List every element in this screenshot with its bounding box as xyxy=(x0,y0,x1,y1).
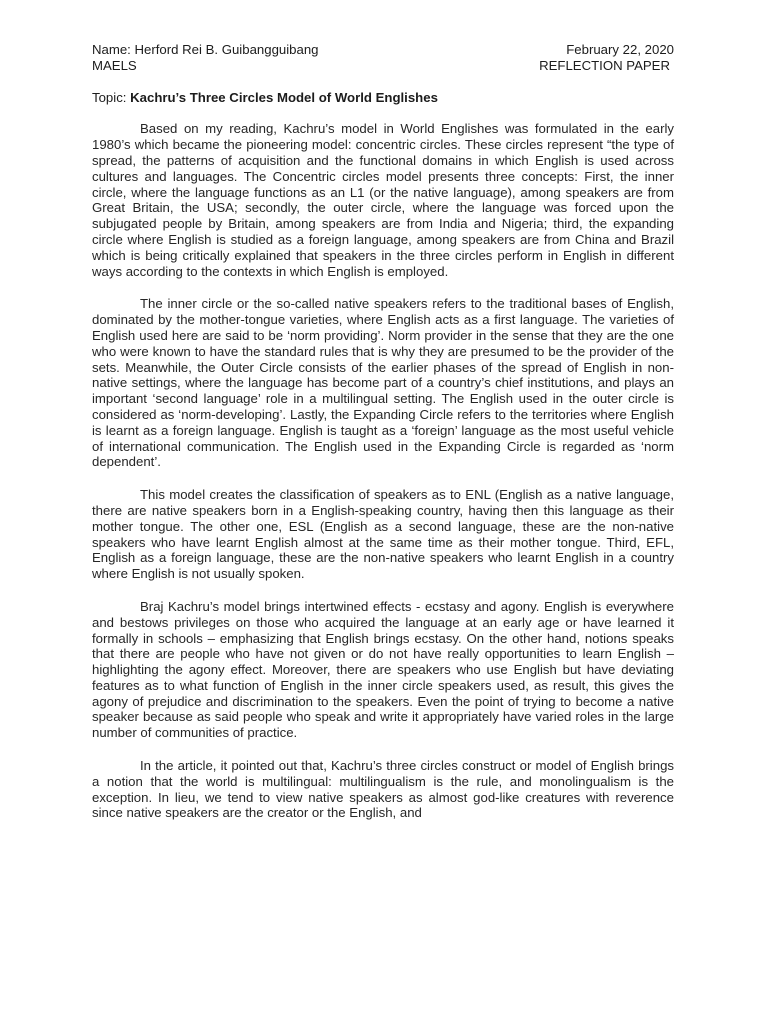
paragraph-3: This model creates the classification of speakers as to ENL (English as a native language, there are native speakers born in a English-speaking country, having then this language as their mother tongue. The other one, ESL (English as a second language, these are the non-native speakers who have learnt English almost at the same time as their mother tongue. Third, EFL, English as a foreign language, these are the non-native speakers who learnt English in a country where English is not usually spoken. xyxy=(92,487,674,582)
topic-title: Kachru’s Three Circles Model of World Englishes xyxy=(130,89,438,105)
paragraph-1: Based on my reading, Kachru’s model in World Englishes was formulated in the early 1980’s which became the pioneering model: concentric circles. These circles represent “the type of spread, the patterns of acquisition and the functional domains in which English is used across cultures and languages. The Concentric circles model presents three concepts: First, the inner circle, where the language functions as an L1 (or the native language), among speakers are from Great Britain, the USA; secondly, the outer circle, where the language was forced upon the subjugated people by Britain, among speakers are from India and Nigeria; third, the expanding circle where English is studied as a foreign language, among speakers are from China and Brazil which is being critically explained that speakers in the three circles perform in English in different ways according to the contexts in which English is employed. xyxy=(92,121,674,279)
topic-line xyxy=(92,90,674,106)
paragraph-4: Braj Kachru’s model brings intertwined effects - ecstasy and agony. English is everywhere and bestows privileges on those who acquired the language at an early age or have learned it formally in schools – emphasizing that English brings ecstasy. On the other hand, notions speaks that there are people who have not given or do not have really opportunities to learn English – highlighting the agony effect. Moreover, there are speakers who use English but have deviating features as to what function of English in the inner circle speakers used, as result, this gives the agony of prejudice and discrimination to the speakers. Even the point of trying to become a native speaker because as said people who speak and write it appropriately have varied roles in the large number of communities of practice. xyxy=(92,598,674,741)
topic-label: Topic: xyxy=(92,89,131,105)
program-name: MAELS xyxy=(92,57,137,73)
document-date: February 22, 2020 xyxy=(566,42,674,57)
paragraph-2: The inner circle or the so-called native speakers refers to the traditional bases of English, dominated by the mother-tongue varieties, where English acts as a first language. The varieties of English used here are said to be ‘norm providing’. Norm provider in the sense that they are the one who were known to have the standard rules that is why they are presumed to be the provider of the sets. Meanwhile, the Outer Circle consists of the earlier phases of the spread of English in non-native settings, where the language has become part of a country’s chief institutions, and plays an important ‘second language’ role in a multilingual setting. The English used in the outer circle is considered as ‘norm-developing’. Lastly, the Expanding Circle refers to the territories where English is learnt as a foreign language. English is taught as a ‘foreign’ language as the most useful vehicle of international communication. The English used in the Expanding Circle is regarded as ‘norm dependent’. xyxy=(92,296,674,470)
header-row-2 xyxy=(92,58,674,74)
author-name: Name: Herford Rei B. Guibangguibang xyxy=(92,42,319,57)
paper-type: REFLECTION PAPER xyxy=(539,57,670,73)
header-row-1 xyxy=(92,42,674,58)
paragraph-5: In the article, it pointed out that, Kachru’s three circles construct or model of English brings a notion that the world is multilingual: multilingualism is the rule, and monolingualism is the exception. In lieu, we tend to view native speakers as almost god-like creatures with reverence since native speakers are the creator or the English, and xyxy=(92,758,674,821)
document-page xyxy=(92,42,674,821)
